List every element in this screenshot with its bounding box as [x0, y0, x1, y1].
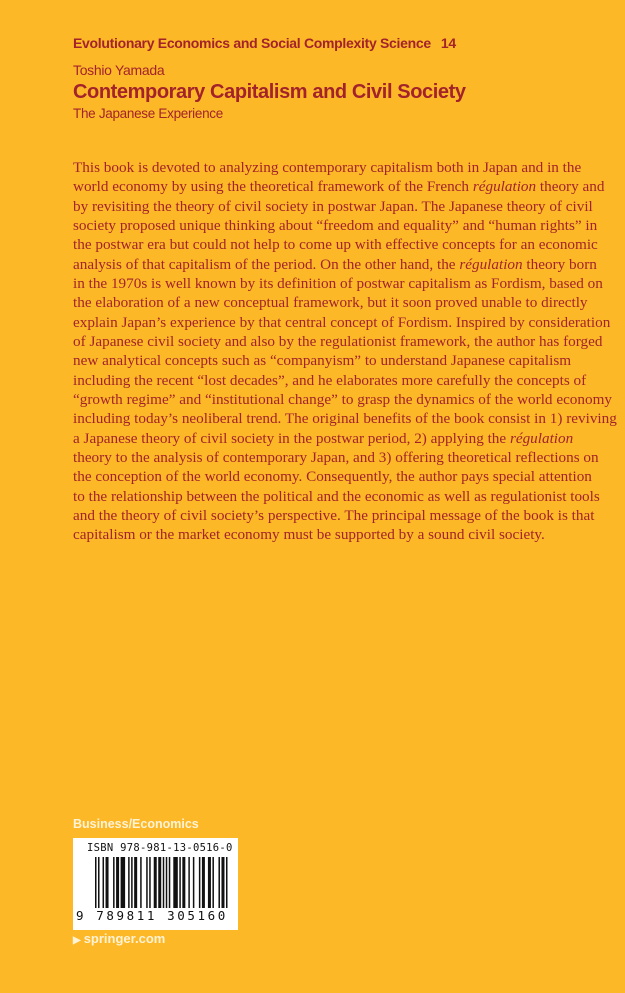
blurb-line [73, 351, 572, 370]
text-segment: theory to the analysis of contemporary Japan, and 3) offering theoretical reflections on [73, 448, 599, 466]
barcode-bar [116, 857, 119, 915]
barcode-bar [106, 857, 109, 915]
barcode-bar [103, 857, 105, 915]
barcode-bar [173, 857, 178, 915]
barcode-bar [182, 857, 185, 915]
text-segment: “growth regime” and “institutional change” to grasp the dynamics of the world economy [73, 390, 612, 408]
arrow-right-icon: ▶ [73, 935, 81, 946]
barcode-bar [208, 857, 211, 915]
series-name: Evolutionary Economics and Social Complexity Science [73, 35, 431, 51]
blurb-line [73, 506, 595, 525]
blurb-line [73, 274, 603, 293]
barcode-bar [158, 857, 161, 915]
blurb-line [73, 467, 592, 486]
text-segment: in the 1970s is well known by its definition of postwar capitalism as Fordism, based on [73, 274, 603, 292]
text-segment: including today’s neoliberal trend. The original benefits of the book consist in 1) reviving [73, 410, 617, 428]
blurb-line [73, 525, 560, 544]
text-segment: theory born [522, 255, 597, 273]
blurb-line [73, 255, 597, 274]
text-segment: theory and [536, 178, 605, 196]
barcode-bar [131, 857, 133, 915]
series-title [73, 35, 456, 51]
barcode-bar [193, 857, 195, 915]
category-label: Business/Economics [73, 817, 199, 831]
blurb-line [73, 293, 588, 312]
text-segment: by revisiting the theory of civil society in postwar Japan. The Japanese theory of civil [73, 197, 593, 215]
text-segment: the postwar era but could not help to come up with effective concepts for an economic [73, 236, 598, 254]
blurb-line [73, 429, 574, 448]
text-segment: capitalism or the market economy must be supported by a sound civil society. [73, 526, 545, 544]
blurb-line [73, 390, 612, 409]
barcode-bar [163, 857, 165, 915]
text-segment: the conception of the world economy. Consequently, the author pays special attention [73, 468, 592, 486]
barcode-bar [188, 857, 190, 915]
springer-link[interactable] [73, 931, 165, 946]
barcode-bar [146, 857, 148, 915]
barcode-number: 9 789811 305160 [76, 908, 228, 923]
series-number: 14 [440, 35, 456, 51]
text-segment: explain Japan’s experience by that central concept of Fordism. Inspired by consideration [73, 313, 611, 331]
barcode-bar [140, 857, 142, 915]
text-segment: of Japanese civil society and also by the regulationist framework, the author has forged [73, 332, 603, 350]
text-segment: new analytical concepts such as “companyism” to understand Japanese capitalism [73, 352, 572, 370]
text-segment: to the relationship between the political and the economic as well as regulationist tools [73, 487, 600, 505]
blurb-line [73, 197, 593, 216]
blurb-line [73, 216, 598, 235]
barcode-bar [113, 857, 115, 915]
barcode-bar [128, 857, 130, 915]
barcode-bar [149, 857, 151, 915]
blurb-text [73, 158, 617, 545]
text-segment: including the recent “lost decades”, and he elaborates more carefully the concepts of [73, 371, 587, 389]
blurb-line [73, 409, 617, 428]
website-text: springer.com [83, 931, 166, 946]
text-segment: a Japanese theory of civil society in the postwar period, 2) applying the [73, 429, 510, 447]
barcode-bar [169, 857, 171, 915]
text-segment: society proposed unique thinking about “freedom and equality” and “human rights” in [73, 216, 598, 234]
isbn-text: ISBN 978-981-13-0516-0 [87, 842, 233, 854]
text-segment: the elaboration of a new conceptual framework, but it soon proved unable to directly [73, 294, 588, 312]
barcode-bar [226, 857, 228, 915]
book-title: Contemporary Capitalism and Civil Society [73, 81, 466, 103]
book-subtitle: The Japanese Experience [73, 106, 223, 121]
barcode-bar [166, 857, 168, 915]
italic-term: régulation [459, 255, 523, 273]
barcode-bar [98, 857, 100, 915]
blurb-line [73, 487, 600, 506]
blurb-line [73, 371, 587, 390]
blurb-line [73, 177, 605, 196]
text-segment: analysis of that capitalism of the period. On the other hand, the [73, 255, 460, 273]
text-segment: world economy by using the theoretical framework of the French [73, 178, 473, 196]
barcode [73, 838, 238, 930]
barcode-bars [95, 857, 229, 915]
barcode-bar [121, 857, 126, 915]
barcode-bar [95, 857, 97, 915]
author: Toshio Yamada [73, 62, 165, 78]
barcode-bar [154, 857, 157, 915]
barcode-bar [134, 857, 137, 915]
barcode-bar [179, 857, 181, 915]
blurb-line [73, 313, 611, 332]
blurb-line [73, 235, 598, 254]
text-segment: and the theory of civil society’s perspective. The principal message of the book is that [73, 506, 595, 524]
barcode-bar [202, 857, 205, 915]
barcode-bar [218, 857, 220, 915]
barcode-digits [76, 908, 228, 923]
italic-term: régulation [509, 429, 574, 447]
text-segment: This book is devoted to analyzing contemporary capitalism both in Japan and in the [73, 159, 582, 176]
barcode-bar [221, 857, 224, 915]
blurb-line [73, 158, 582, 177]
barcode-bar [199, 857, 201, 915]
italic-term: régulation [472, 178, 537, 196]
blurb-line [73, 448, 599, 467]
blurb-line [73, 332, 603, 351]
barcode-bar [212, 857, 214, 915]
